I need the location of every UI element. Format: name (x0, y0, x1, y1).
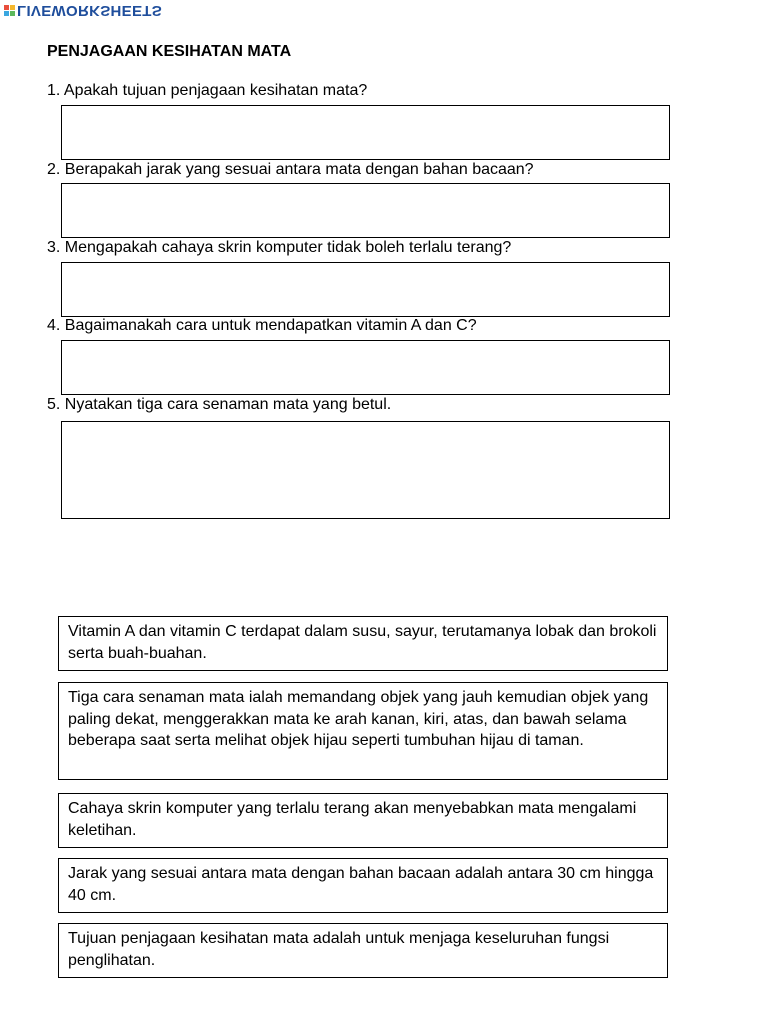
question-5: 5. Nyatakan tiga cara senaman mata yang betul. (47, 396, 392, 413)
logo-square-blue (4, 11, 9, 16)
answer-box-3[interactable] (61, 262, 670, 317)
answer-card[interactable]: Jarak yang sesuai antara mata dengan bahan bacaan adalah antara 30 cm hingga 40 cm. (58, 858, 668, 913)
question-4: 4. Bagaimanakah cara untuk mendapatkan vitamin A dan C? (47, 317, 477, 334)
answer-card[interactable]: Cahaya skrin komputer yang terlalu terang akan menyebabkan mata mengalami keletihan. (58, 793, 668, 848)
answer-card[interactable]: Tujuan penjagaan kesihatan mata adalah untuk menjaga keseluruhan fungsi penglihatan. (58, 923, 668, 978)
worksheet-title: PENJAGAAN KESIHATAN MATA (47, 43, 292, 60)
question-1: 1. Apakah tujuan penjagaan kesihatan mata? (47, 82, 368, 99)
answer-box-4[interactable] (61, 340, 670, 395)
answer-card[interactable]: Vitamin A dan vitamin C terdapat dalam susu, sayur, terutamanya lobak dan brokoli serta buah-buahan. (58, 616, 668, 671)
logo-square-green (10, 11, 15, 16)
answer-card[interactable]: Tiga cara senaman mata ialah memandang objek yang jauh kemudian objek yang paling dekat, menggerakkan mata ke arah kanan, kiri, atas, dan bawah selama beberapa saat serta melihat objek hijau seperti tumbuhan hijau di taman. (58, 682, 668, 780)
question-2: 2. Berapakah jarak yang sesuai antara mata dengan bahan bacaan? (47, 161, 534, 178)
logo-squares-icon (4, 5, 15, 16)
logo-square-red (4, 5, 9, 10)
answer-box-1[interactable] (61, 105, 670, 160)
question-3: 3. Mengapakah cahaya skrin komputer tidak boleh terlalu terang? (47, 239, 512, 256)
answer-box-5[interactable] (61, 421, 670, 519)
logo-text: LIVEWORKSHEETS (17, 1, 163, 19)
logo-square-yellow (10, 5, 15, 10)
answer-box-2[interactable] (61, 183, 670, 238)
liveworksheets-logo (4, 1, 162, 19)
